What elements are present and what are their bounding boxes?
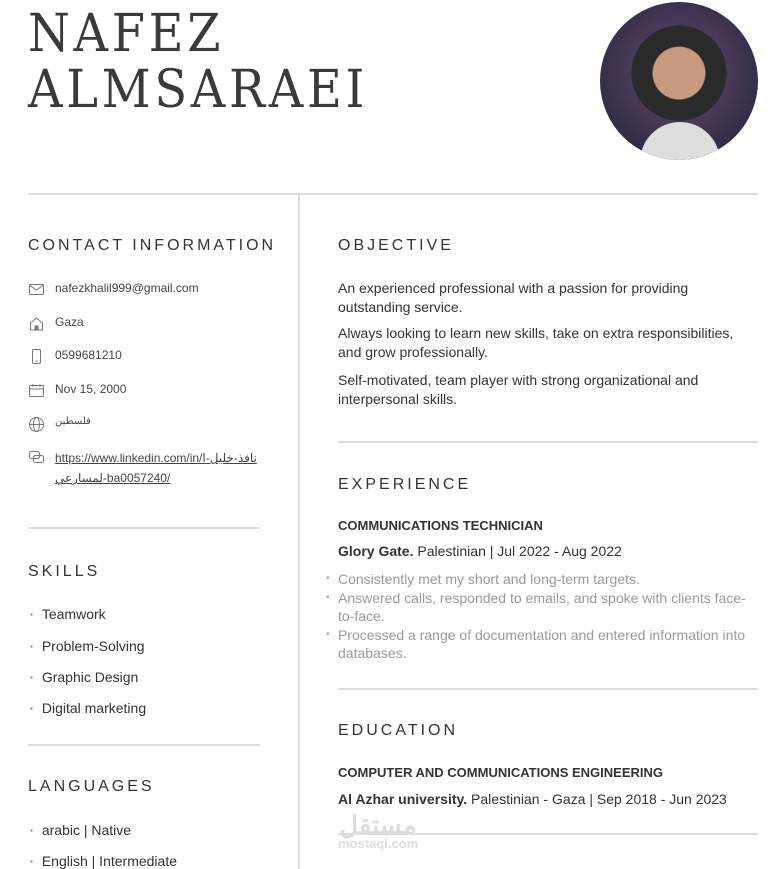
country-text: فلسطين: [55, 416, 91, 427]
contact-divider: [28, 527, 260, 529]
linkedin-link[interactable]: https://www.linkedin.com/in/نافذ-خليل-المسارعي-ba0057240/: [55, 451, 257, 485]
photo-shirt: [640, 122, 720, 160]
home-icon: [28, 315, 45, 332]
language-item: ▪ arabic | Native: [30, 822, 131, 838]
objective-paragraph: An experienced professional with a passion for providing outstanding service.: [338, 280, 689, 315]
contact-heading: CONTACT INFORMATION: [28, 237, 277, 254]
languages-heading: LANGUAGES: [28, 778, 155, 795]
school-line: [338, 791, 727, 807]
column-divider: [298, 195, 300, 869]
contact-linkedin: [28, 448, 268, 488]
globe-icon: [28, 416, 45, 433]
degree-title: COMPUTER AND COMMUNICATIONS ENGINEERING: [338, 765, 663, 780]
skill-item: ▪ Digital marketing: [30, 700, 146, 716]
language-item: ▪ English | Intermediate: [30, 853, 177, 869]
experience-divider: [338, 688, 758, 690]
experience-bullets: [326, 570, 756, 663]
birthdate-text: Nov 15, 2000: [55, 382, 127, 396]
skill-item: ▪ Teamwork: [30, 606, 106, 622]
calendar-icon: [28, 382, 45, 399]
city-text: Gaza: [55, 315, 84, 329]
experience-bullet: • Answered calls, responded to emails, and spoke with clients face-to-face.: [326, 589, 756, 626]
objective-paragraph: Always looking to learn new skills, take on extra responsibilities, and grow professionally.: [338, 325, 734, 360]
experience-heading: EXPERIENCE: [338, 476, 472, 493]
contact-email: [28, 281, 199, 298]
header-divider: [28, 193, 758, 195]
phone-icon: [28, 348, 45, 365]
watermark: [338, 812, 418, 850]
company-name: Glory Gate.: [338, 543, 414, 559]
contact-city: [28, 315, 84, 332]
watermark-arabic: مستقل: [339, 810, 417, 840]
experience-bullet: • Processed a range of documentation and entered information into databases.: [326, 626, 756, 663]
skill-item: ▪ Graphic Design: [30, 669, 138, 685]
job-details: Palestinian | Jul 2022 - Aug 2022: [417, 543, 622, 559]
profile-photo: [600, 2, 758, 160]
phone-text: 0599681210: [55, 348, 122, 362]
watermark-latin: mostaql.com: [338, 836, 419, 851]
school-name: Al Azhar university.: [338, 791, 468, 807]
job-company-line: [338, 543, 622, 559]
education-details: Palestinian - Gaza | Sep 2018 - Jun 2023: [471, 791, 727, 807]
envelope-icon: [28, 281, 45, 298]
contact-birthdate: [28, 382, 126, 399]
last-name: ALMSARAEI: [28, 60, 369, 120]
email-text: nafezkhalil999@gmail.com: [55, 281, 199, 295]
skill-item: ▪ Problem-Solving: [30, 638, 145, 654]
candidate-name: [28, 6, 368, 118]
first-name: NAFEZ: [28, 4, 225, 64]
contact-country: [28, 416, 91, 433]
objective-divider: [338, 441, 758, 443]
objective-heading: OBJECTIVE: [338, 237, 454, 254]
contact-phone: [28, 348, 122, 365]
link-icon: [28, 448, 45, 465]
job-title: COMMUNICATIONS TECHNICIAN: [338, 518, 543, 533]
skills-heading: SKILLS: [28, 563, 101, 580]
objective-paragraph: Self-motivated, team player with strong organizational and interpersonal skills.: [338, 372, 699, 407]
education-heading: EDUCATION: [338, 722, 459, 739]
skills-divider: [28, 744, 260, 746]
experience-bullet: • Consistently met my short and long-term targets.: [326, 570, 756, 589]
